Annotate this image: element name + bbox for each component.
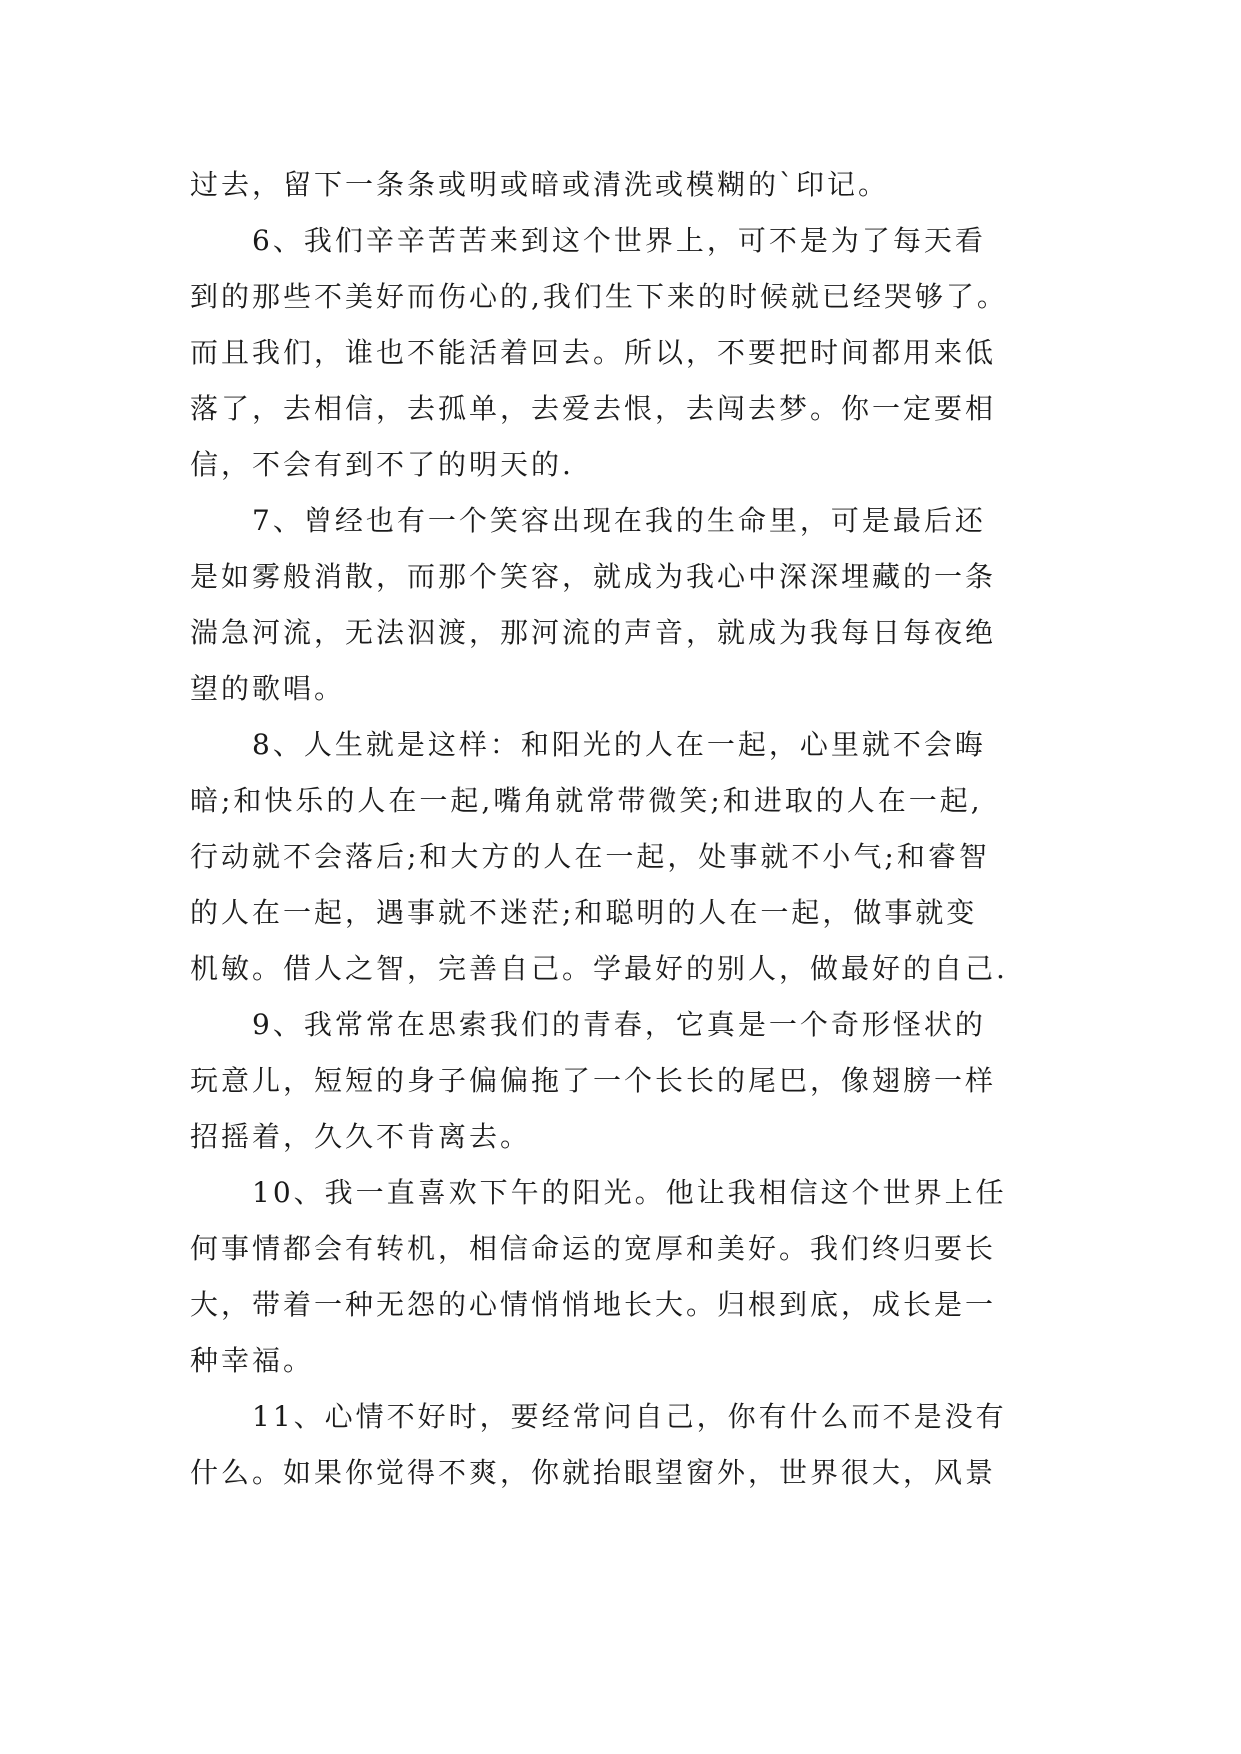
text-line: 大，带着一种无怨的心情悄悄地长大。归根到底，成长是一 — [190, 1288, 997, 1321]
text-line: 8、人生就是这样：和阳光的人在一起，心里就不会晦 — [252, 728, 986, 761]
text-line: 玩意儿，短短的身子偏偏拖了一个长长的尾巴，像翅膀一样 — [190, 1064, 997, 1097]
text-line: 湍急河流，无法泅渡，那河流的声音，就成为我每日每夜绝 — [190, 616, 997, 649]
text-line: 是如雾般消散，而那个笑容，就成为我心中深深埋藏的一条 — [190, 560, 997, 593]
text-line: 11、心情不好时，要经常问自己，你有什么而不是没有 — [252, 1400, 1007, 1433]
text-line: 暗;和快乐的人在一起,嘴角就常带微笑;和进取的人在一起, — [190, 784, 983, 817]
text-line: 机敏。借人之智，完善自己。学最好的别人，做最好的自己. — [190, 952, 1008, 985]
text-line: 招摇着，久久不肯离去。 — [190, 1120, 532, 1153]
text-line: 7、曾经也有一个笑容出现在我的生命里，可是最后还 — [252, 504, 986, 537]
text-line: 过去，留下一条条或明或暗或清洗或模糊的`印记。 — [190, 168, 890, 201]
text-line: 的人在一起，遇事就不迷茫;和聪明的人在一起，做事就变 — [190, 896, 978, 929]
text-line: 9、我常常在思索我们的青春，它真是一个奇形怪状的 — [252, 1008, 986, 1041]
text-line: 种幸福。 — [190, 1344, 315, 1377]
text-line: 6、我们辛辛苦苦来到这个世界上，可不是为了每天看 — [252, 224, 986, 257]
text-line: 望的歌唱。 — [190, 672, 346, 705]
text-line: 何事情都会有转机，相信命运的宽厚和美好。我们终归要长 — [190, 1232, 997, 1265]
text-line: 而且我们，谁也不能活着回去。所以，不要把时间都用来低 — [190, 336, 997, 369]
text-line: 行动就不会落后;和大方的人在一起，处事就不小气;和睿智 — [190, 840, 990, 873]
text-line: 什么。如果你觉得不爽，你就抬眼望窗外，世界很大，风景 — [190, 1456, 997, 1489]
document-body — [190, 157, 1070, 1501]
text-line: 落了，去相信，去孤单，去爱去恨，去闯去梦。你一定要相 — [190, 392, 997, 425]
text-line: 10、我一直喜欢下午的阳光。他让我相信这个世界上任 — [252, 1176, 1007, 1209]
text-line: 信，不会有到不了的明天的. — [190, 448, 574, 481]
text-line: 到的那些不美好而伤心的,我们生下来的时候就已经哭够了。 — [190, 280, 1008, 313]
